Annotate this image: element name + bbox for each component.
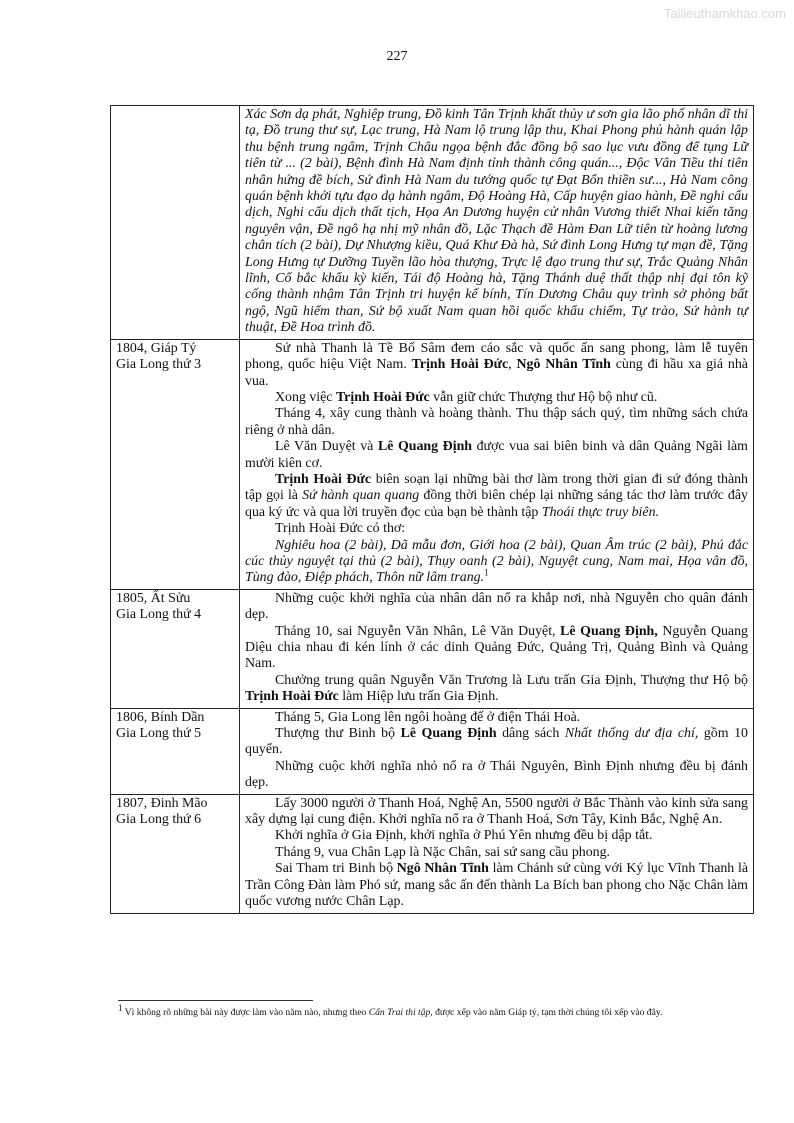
event-cell <box>240 339 754 589</box>
text-run: Tháng 5, Gia Long lên ngôi hoàng đế ở điện Thái Hoà. <box>275 709 581 725</box>
bold-name: Lê Quang Định <box>377 439 473 455</box>
table-row <box>111 708 754 794</box>
bold-name: Ngô Nhân Tĩnh <box>516 357 611 373</box>
event-paragraph <box>245 107 748 337</box>
text-run: , <box>508 357 517 373</box>
italic-text: Nhất thống dư địa chí, <box>564 726 699 742</box>
event-paragraph <box>245 828 748 844</box>
event-paragraph <box>245 406 748 439</box>
chronology-table <box>110 105 754 914</box>
event-cell <box>240 794 754 913</box>
date-cell <box>111 708 240 794</box>
text-run: Những cuộc khởi nghĩa nhỏ nổ ra ở Thái Nguyên, Bình Định nhưng đều bị đánh dẹp. <box>245 758 748 791</box>
italic-text: Xác Sơn dạ phát, Nghiệp trung, Đồ kinh Tân Trịnh khất thủy ư sơn gia lão phố nhân dĩ thi tạ, Đồ trung thư sự, Lạc trung, Hà Nam lộ trung lập thu, Khai Phong phủ hành quán lập thu bệnh trung ngâm, Trịnh Châu ngọa bệnh đắc đồng bộ sao lục vưu đồng để tụng Lữ tiên từ ... (2 bài), Bệnh đình Hà Nam định tỉnh thành công quán..., Độc Vân Tiều thi tiên nhân hứng đề bích, Sứ đình Hà Nam du tướng quốc tự Đạt Bổn thiền sư..., Hà Nam công quán bệnh khởi tựu đạo dạ hành ngâm, Độ Hoàng Hà, Cấp huyện giao hành, Đề nghi cấu dịch, Nghi cấu dịch thất tịch, Họa An Dương huyện cử nhân Vương thiết Nhai kiến tăng nguyên vận, Đề ngô hạ nhị mỹ nhân đồ, Lặc Thạch đề Hàm Đan Lữ tiên từ hoàng lương chân tích (2 bài), Dự Nhượng kiều, Quá Khư Đà hà, Sứ đình Long Hưng tự mạn đề, Tặng Long Hưng tự Dưỡng Tuyền lão hòa thượng, Trực lệ đạo trung thư sự, Trắc Quảng Nhân lĩnh, Cổ bắc khẩu kỳ kiến, Tái độ Hoàng hà, Tặng Thánh duệ thất thập nhị đại tôn kỹ cống thành nhậm Tân Trịnh tri huyện kế bính, Tín Dương Châu quy trình sở phỏng bất ngộ, Ngũ hiểm than, Sứ bộ xuất Nam quan hồi quốc khẩu chiếm, Tự trào, Sứ hành tự thuật, Đề Hoa trình đồ. <box>245 107 748 336</box>
date-line: 1805, Ất Sửu <box>116 590 191 606</box>
event-paragraph <box>245 726 748 759</box>
date-line: 1806, Bính Dần <box>116 709 205 725</box>
date-cell <box>111 794 240 913</box>
event-paragraph <box>245 796 748 829</box>
date-line: Gia Long thứ 4 <box>116 607 202 623</box>
text-run: cùng đi hầu xa giá nhà vua. <box>245 357 748 389</box>
text-run: được vua sai biên binh và dân Quảng Ngãi làm mười kiên cơ. <box>245 439 748 471</box>
text-run: Khởi nghĩa ở Gia Định, khởi nghĩa ở Phú Yên nhưng đều bị dập tắt. <box>275 828 653 844</box>
text-run: Vì không rõ những bài này được làm vào năm nào, nhưng theo <box>124 1007 369 1018</box>
event-paragraph <box>245 439 748 472</box>
table-row <box>111 339 754 589</box>
event-cell <box>240 589 754 708</box>
event-paragraph <box>245 759 748 792</box>
text-run: dâng sách <box>496 726 565 742</box>
text-run: Lê Văn Duyệt và <box>275 439 378 455</box>
text-run: Chưởng trung quân Nguyễn Văn Trương là Lưu trấn Gia Định, Thượng thư Hộ bộ <box>275 672 748 688</box>
text-run: đồng thời biên chép lại những sáng tác thơ làm trước đây qua ký ức và qua lời truyền đọc của bạn bè thành tập <box>245 488 748 520</box>
event-paragraph <box>245 624 748 673</box>
table-row <box>111 589 754 708</box>
footnote-divider <box>118 1000 313 1001</box>
event-paragraph <box>245 341 748 390</box>
text-run: Nguyễn Quang Diệu chia nhau đi kén lính ở các dinh Quảng Đức, Quảng Trị, Quảng Bình và Quảng Nam. <box>245 623 748 672</box>
watermark: Tailieuthamkhao.com <box>663 6 786 21</box>
text-run: Những cuộc khởi nghĩa của nhân dân nổ ra khắp nơi, nhà Nguyễn cho quân đánh dẹp. <box>245 590 748 623</box>
event-paragraph <box>245 861 748 910</box>
event-cell <box>240 106 754 340</box>
footnote <box>118 1002 718 1019</box>
date-cell <box>111 339 240 589</box>
bold-name: Ngô Nhân Tĩnh <box>396 861 489 877</box>
date-cell <box>111 106 240 340</box>
italic-text: Cấn Trai thi tập, <box>368 1007 433 1018</box>
event-cell <box>240 708 754 794</box>
text-run: làm Hiệp lưu trấn Gia Định. <box>338 689 499 705</box>
event-paragraph <box>245 521 748 537</box>
text-run: Thượng thư Binh bộ <box>275 726 401 742</box>
event-paragraph <box>245 710 748 726</box>
italic-text: Nghiêu hoa (2 bài), Dã mẫu đơn, Giới hoa (2 bài), Quan Âm trúc (2 bài), Phú đắc cúc thủy nguyệt tại thủ (2 bài), Thụy oanh (2 bài), Nguyệt cung, Nam mai, Họa vân đồ, Tùng đào, Điệp phách, Thôn nữ lâm trang. <box>245 537 748 586</box>
bold-name: Trịnh Hoài Đức <box>335 389 430 405</box>
event-paragraph <box>245 538 748 587</box>
event-paragraph <box>245 673 748 706</box>
date-line: Gia Long thứ 3 <box>116 357 202 373</box>
footnote-mark: 1 <box>118 1002 123 1013</box>
bold-name: Trịnh Hoài Đức <box>275 471 372 487</box>
italic-text: Thoái thực truy biên. <box>541 504 659 520</box>
bold-name: Lê Quang Định, <box>560 623 658 639</box>
text-run: Xong việc <box>275 389 336 405</box>
text-run: Lấy 3000 người ở Thanh Hoá, Nghệ An, 5500 người ở Bắc Thành vào kinh sửa sang xây dựng lại cung điện. Khởi nghĩa nổ ra ở Thanh Hoá, Sơn Tây, Kinh Bắc, Nghệ An. <box>245 795 748 828</box>
event-paragraph <box>245 390 748 406</box>
text-run: Sứ nhà Thanh là Tề Bố Sâm đem cáo sắc và quốc ấn sang phong, làm lễ tuyên phong, quốc hiệu Việt Nam. <box>245 340 748 373</box>
text-run: vẫn giữ chức Thượng thư Hộ bộ như cũ. <box>429 389 658 405</box>
bold-name: Lê Quang Định <box>400 726 497 742</box>
bold-name: Trịnh Hoài Đức <box>245 689 339 705</box>
event-paragraph <box>245 845 748 861</box>
text-run: gồm 10 quyển. <box>245 726 748 758</box>
text-run: Tháng 9, vua Chân Lạp là Nặc Chân, sai sứ sang cầu phong. <box>275 844 611 860</box>
date-line: 1807, Đinh Mão <box>116 795 208 811</box>
event-paragraph <box>245 591 748 624</box>
text-run: Trịnh Hoài Đức có thơ: <box>275 521 406 537</box>
italic-text: Sứ hành quan quang <box>302 488 420 504</box>
text-run: Sai Tham tri Binh bộ <box>275 861 397 877</box>
date-line: 1804, Giáp Tý <box>116 340 197 356</box>
text-run: Tháng 10, sai Nguyễn Văn Nhân, Lê Văn Duyệt, <box>275 623 561 639</box>
page-number: 227 <box>386 49 408 64</box>
text-run: làm Chánh sứ cùng với Ký lục Vĩnh Thanh là Trần Công Đàn làm Phó sứ, mang sắc ấn đến thành La Bích ban phong cho Nặc Chân làm quốc vương nước Chân Lạp. <box>245 861 748 910</box>
text-run: biên soạn lại những bài thơ làm trong thời gian đi sứ đóng thành tập gọi là <box>245 471 748 504</box>
table-row <box>111 106 754 340</box>
bold-name: Trịnh Hoài Đức <box>411 357 509 373</box>
footnote-reference: 1 <box>484 567 489 578</box>
text-run: Tháng 4, xây cung thành và hoàng thành. Thu thập sách quý, tìm những sách chứa riêng ở nhà dân. <box>245 406 748 438</box>
date-line: Gia Long thứ 6 <box>116 812 202 828</box>
table-row <box>111 794 754 913</box>
date-cell <box>111 589 240 708</box>
text-run: được xếp vào năm Giáp tý, tạm thời chúng tôi xếp vào đây. <box>432 1007 663 1018</box>
event-paragraph <box>245 472 748 521</box>
date-line: Gia Long thứ 5 <box>116 726 202 742</box>
